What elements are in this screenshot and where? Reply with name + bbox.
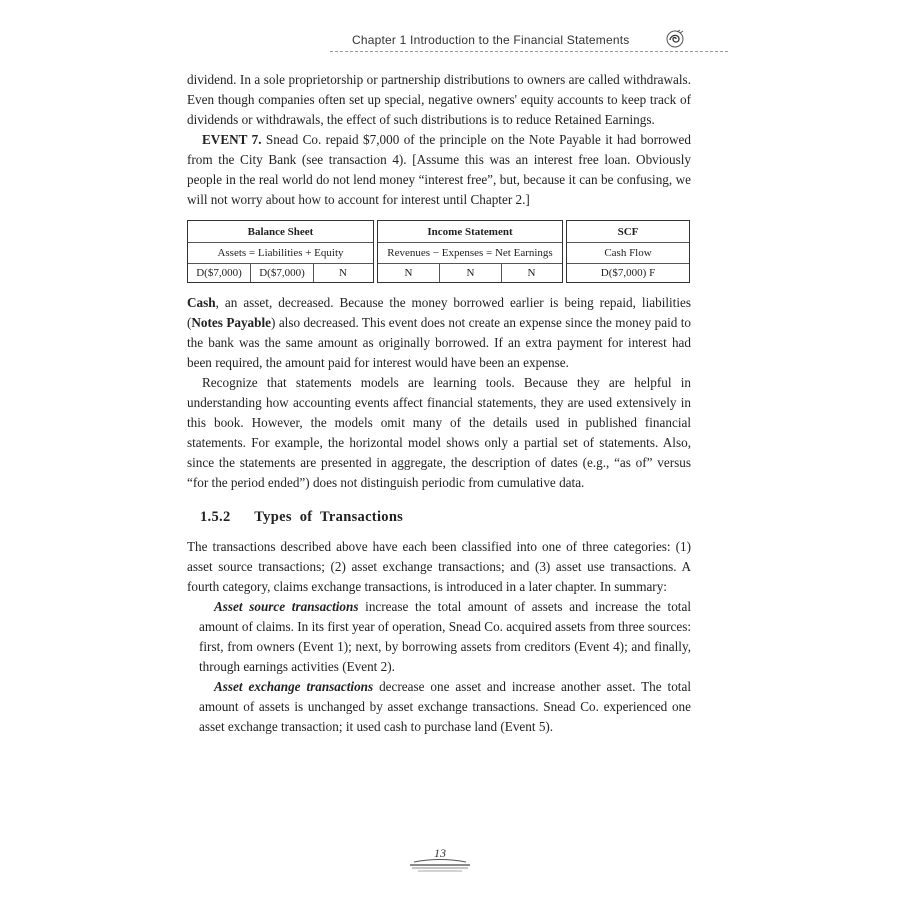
page-number: 13: [434, 846, 446, 860]
asset-source-text: increase the total amount of assets and increase the total amount of claims. In its first year of operation, Snead Co. acquired assets from three sources: first, from owners (Event 1); next, by borrowing assets from creditors (Event 4); and finally, through earnings activities (Event 2).: [199, 599, 691, 674]
cash-flow-effect: D($7,000) F: [600, 267, 656, 279]
term-asset-exchange: Asset exchange transactions: [214, 679, 374, 694]
header-rule: [330, 51, 728, 52]
horizontal-statements-model: [187, 220, 690, 285]
scf-block: [566, 220, 690, 283]
scf-title: SCF: [617, 225, 639, 238]
cash-text-2: ) also decreased. This event does not create an expense since the money paid to the bank was the same amount as originally borrowed. If an extra payment for interest had been required, the amount paid for interest would have been an expense.: [187, 315, 691, 370]
paragraph-transaction-intro: The transactions described above have each been classified into one of three categories: (1) asset source transactions; (2) asset exchange transactions; and (3) asset use transactions. A fourth category, claims exchange transactions, is introduced in a later chapter. In summary:: [187, 539, 691, 594]
expenses-effect: N: [439, 264, 501, 282]
cash-text-1: , an asset, decreased. Because the money borrowed earlier is being repaid, liabilities (: [187, 295, 691, 330]
section-title: Types of Transactions: [254, 509, 404, 525]
page-body: [187, 70, 691, 737]
income-statement-title: Income Statement: [427, 225, 513, 238]
paragraph-withdrawals: dividend. In a sole proprietorship or partnership distributions to owners are called withdrawals. Even though companies often set up special, negative owners' equity accounts to keep track of dividends or withdrawals, the effect of such distributions is to reduce Retained Earnings.: [187, 72, 691, 127]
paragraph-statements-models: Recognize that statements models are learning tools. Because they are helpful in understanding how accounting events affect financial statements, they are used extensively in this book. However, the models omit many of the details used in published financial statements. For example, the horizontal model shows only a partial set of statements. Also, since the statements are presented in aggregate, the description of dates (e.g., “as of” versus “for the period ended”) does not distinguish periodic from cumulative data.: [187, 375, 691, 490]
revenues-effect: N: [404, 267, 413, 279]
assets-effect: D($7,000): [196, 267, 242, 279]
event-7-label: EVENT 7.: [202, 132, 262, 147]
balance-sheet-title: Balance Sheet: [247, 225, 314, 238]
income-statement-block: [377, 220, 563, 283]
paragraph-cash-decreased: [187, 293, 691, 373]
paragraph-event-7: [187, 130, 691, 210]
folio-ornament-icon: [408, 859, 472, 873]
running-title: Chapter 1 Introduction to the Financial Statements: [352, 33, 630, 47]
term-notes-payable: Notes Payable: [191, 315, 272, 330]
paragraph-asset-exchange: [187, 677, 691, 737]
section-number: 1.5.2: [200, 509, 231, 525]
swirl-ornament-icon: [664, 28, 686, 50]
term-asset-source: Asset source transactions: [214, 599, 359, 614]
cash-flow-label: Cash Flow: [604, 247, 652, 259]
event-7-text: Snead Co. repaid $7,000 of the principle on the Note Payable it had borrowed from the City Bank (see transaction 4). [Assume this was an interest free loan. Obviously people in the real world do not lend money “interest free”, but, because it can be confusing, we will not worry about how to account for interest until Chapter 2.]: [187, 132, 691, 207]
equity-effect: N: [313, 264, 372, 282]
balance-sheet-block: [187, 220, 374, 283]
asset-exchange-text: decrease one asset and increase another asset. The total amount of assets is unchanged by asset exchange transactions. Snead Co. experienced one asset exchange transaction; it used cash to purchase land (Event 5).: [199, 679, 691, 734]
balance-sheet-equation: Assets = Liabilities + Equity: [217, 247, 344, 259]
running-head: [330, 32, 730, 52]
liabilities-effect: D($7,000): [250, 264, 313, 282]
net-earnings-effect: N: [501, 264, 561, 282]
section-heading: [200, 507, 691, 527]
paragraph-asset-source: [187, 597, 691, 677]
term-cash: Cash: [187, 295, 216, 310]
page-folio: [408, 846, 472, 876]
income-statement-equation: Revenues − Expenses = Net Earnings: [387, 247, 553, 259]
